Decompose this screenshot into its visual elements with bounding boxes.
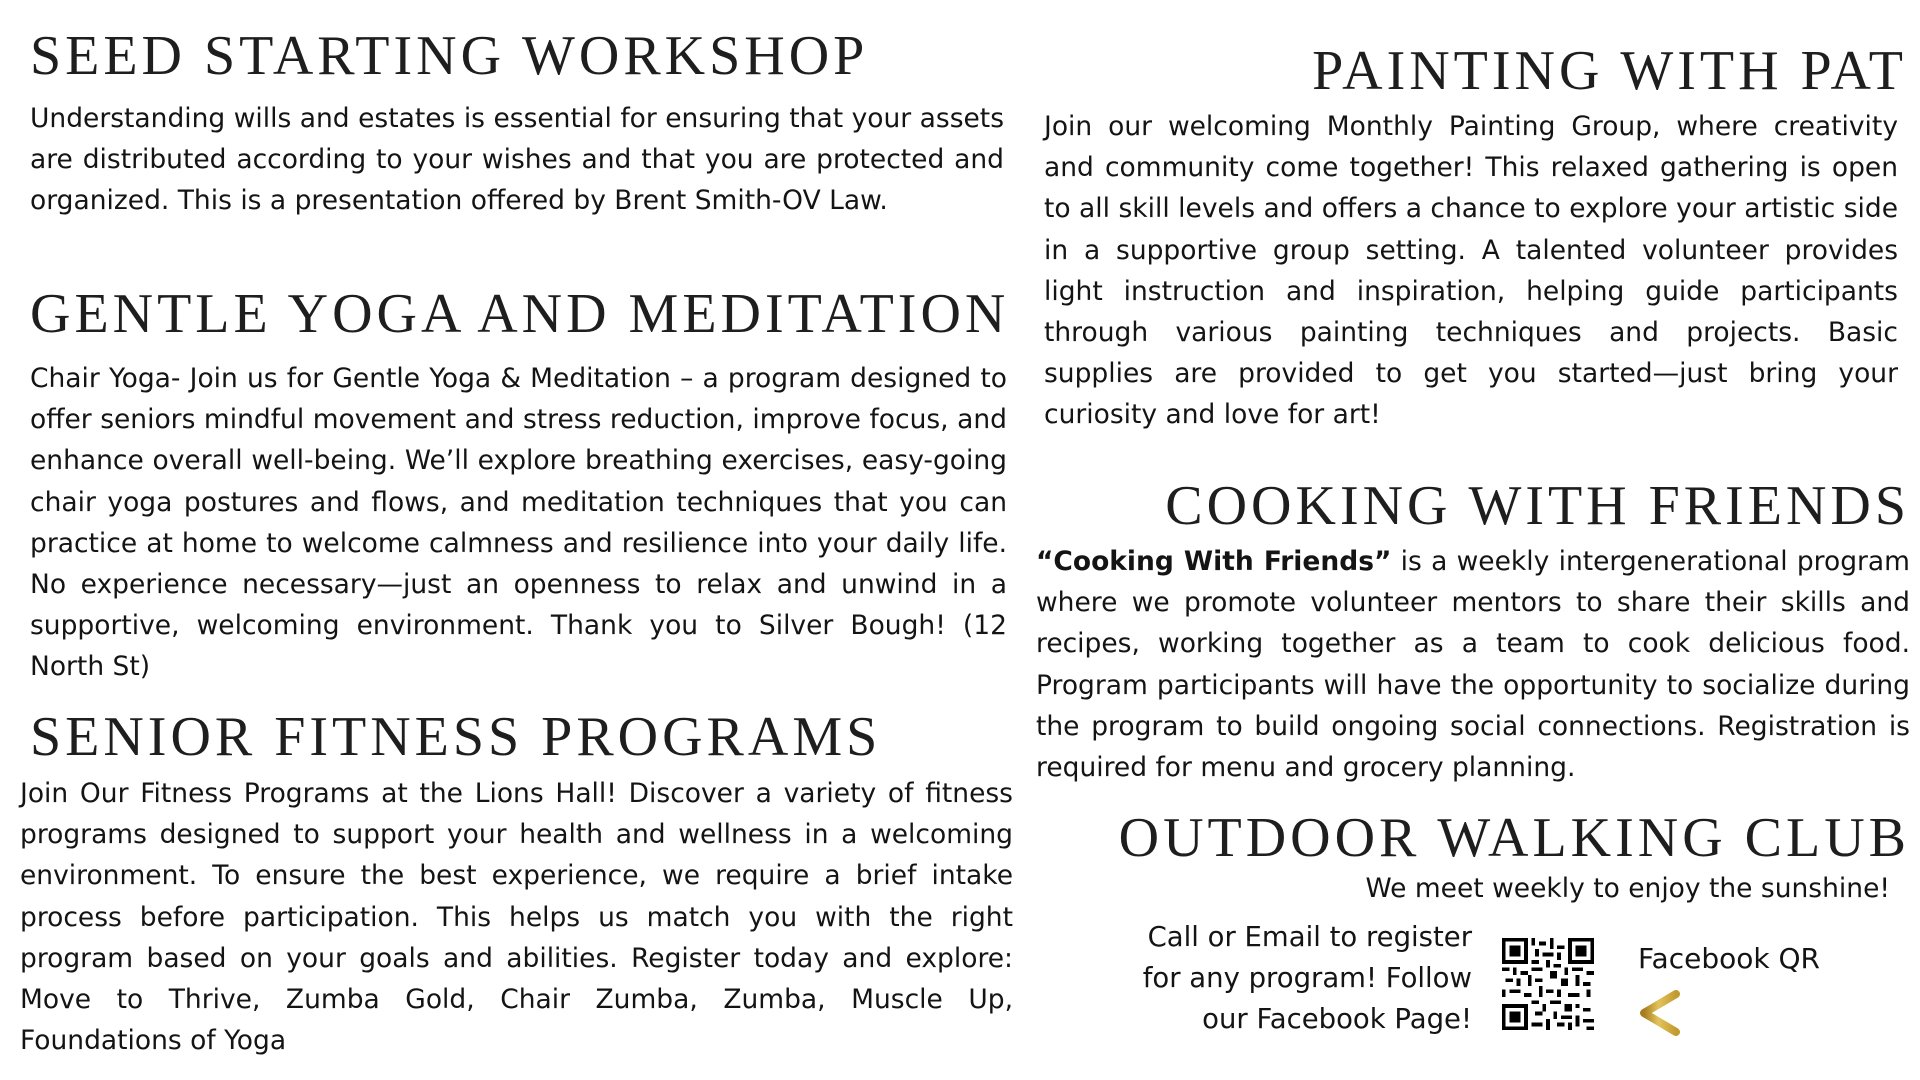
painting-with-pat-title: PAINTING WITH PAT: [1312, 40, 1907, 102]
contact-line-1: Call or Email to register: [1147, 921, 1472, 953]
qr-code-icon[interactable]: [1502, 938, 1594, 1030]
outdoor-walking-club-description: We meet weekly to enjoy the sunshine!: [1365, 873, 1890, 904]
contact-line-2: for any program! Follow: [1142, 962, 1472, 994]
cooking-with-friends-description: [1036, 541, 1910, 788]
outdoor-walking-club-title: OUTDOOR WALKING CLUB: [1118, 807, 1910, 869]
gentle-yoga-description: Chair Yoga- Join us for Gentle Yoga & Meditation – a program designed to offer seniors mindful movement and stress reduction, improve focus, and enhance overall well-being. We’ll explore breathing exercises, easy-going chair yoga postures and flows, and meditation techniques that you can practice at home to welcome calmness and resilience into your daily life. No experience necessary—just an openness to relax and unwind in a supportive, welcoming environment. Thank you to Silver Bough! (12 North St): [30, 363, 1007, 683]
painting-with-pat-description: Join our welcoming Monthly Painting Group, where creativity and community come together! This relaxed gathering is open to all skill levels and offers a chance to explore your artistic side in a supportive group setting. A talented volunteer provides light instruction and inspiration, helping guide participants through various painting techniques and projects. Basic supplies are provided to get you started—just bring your curiosity and love for art!: [1044, 111, 1898, 431]
senior-fitness-title: SENIOR FITNESS PROGRAMS: [30, 706, 882, 768]
facebook-qr-label: Facebook QR: [1638, 942, 1820, 975]
seed-starting-title: SEED STARTING WORKSHOP: [30, 25, 869, 87]
gentle-yoga-title: GENTLE YOGA AND MEDITATION: [30, 283, 1010, 345]
contact-line-3: our Facebook Page!: [1202, 1003, 1472, 1035]
senior-fitness-description: Join Our Fitness Programs at the Lions Hall! Discover a variety of fitness programs designed to support your health and wellness in a welcoming environment. To ensure the best experience, we require a brief intake process before participation. This helps us match you with the right program based on your goals and abilities. Register today and explore: Move to Thrive, Zumba Gold, Chair Zumba, Zumba, Muscle Up, Foundations of Yoga: [20, 778, 1013, 1057]
cooking-with-friends-title: COOKING WITH FRIENDS: [1165, 475, 1910, 537]
arrow-left-icon: [1636, 983, 1856, 1043]
cooking-with-friends-lead: “Cooking With Friends”: [1036, 546, 1392, 577]
contact-instructions: [1100, 917, 1472, 1040]
cooking-with-friends-body: is a weekly intergenerational program where we promote volunteer mentors to share their skills and recipes, working together as a team to cook delicious food. Program participants will have the opportunity to socialize during the program to build ongoing social connections. Registration is required for menu and grocery planning.: [1036, 546, 1910, 784]
seed-starting-description: Understanding wills and estates is essential for ensuring that your assets are distributed according to your wishes and that you are protected and organized. This is a presentation offered by Brent Smith-OV Law.: [30, 103, 1004, 217]
